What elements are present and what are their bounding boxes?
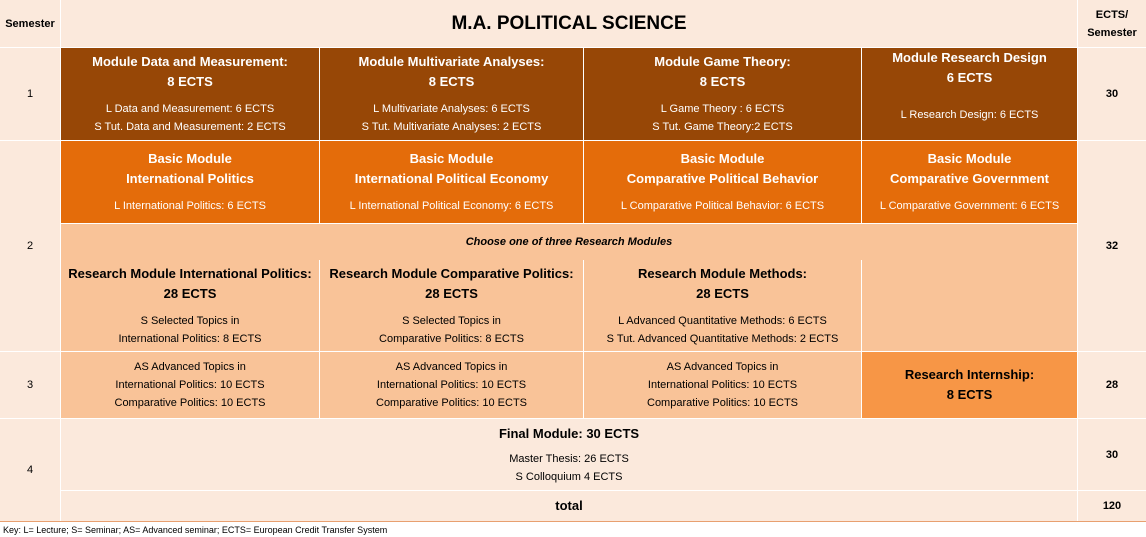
research-module-comparative-politics: Research Module Comparative Politics: 28 ECTS S Selected Topics in Comparative Politics: 8 ECTS <box>320 260 583 351</box>
basic-module-comparative-political-behavior: Basic Module Comparative Political Behavior L Comparative Political Behavior: 6 ECTS <box>584 141 861 223</box>
page-title-text: M.A. POLITICAL SCIENCE <box>451 12 687 34</box>
choose-research-module-note: Choose one of three Research Modules <box>61 224 1077 260</box>
research-module-empty <box>862 260 1077 351</box>
module-game-theory: Module Game Theory: 8 ECTS L Game Theory : 6 ECTS S Tut. Game Theory:2 ECTS <box>584 48 861 140</box>
ects-header: ECTS/ Semester <box>1078 0 1146 47</box>
research-internship: Research Internship: 8 ECTS <box>862 352 1077 418</box>
basic-module-international-politics: Basic Module International Politics L International Politics: 6 ECTS <box>61 141 319 223</box>
advanced-topics-methods: AS Advanced Topics in International Politics: 10 ECTS Comparative Politics: 10 ECTS <box>584 352 861 418</box>
module-research-design: Module Research Design 6 ECTS L Research Design: 6 ECTS <box>862 48 1077 140</box>
ects-semester-2: 32 <box>1078 141 1146 351</box>
page-title <box>61 0 1077 47</box>
advanced-topics-international-politics: AS Advanced Topics in International Politics: 10 ECTS Comparative Politics: 10 ECTS <box>61 352 319 418</box>
ects-semester-4: 30 <box>1078 419 1146 490</box>
basic-module-international-political-economy: Basic Module International Political Economy L International Political Economy: 6 ECTS <box>320 141 583 223</box>
advanced-topics-comparative-politics: AS Advanced Topics in International Politics: 10 ECTS Comparative Politics: 10 ECTS <box>320 352 583 418</box>
basic-module-comparative-government: Basic Module Comparative Government L Comparative Government: 6 ECTS <box>862 141 1077 223</box>
total-row: total <box>61 491 1077 521</box>
semester-header <box>0 0 60 47</box>
semester-3-label: 3 <box>0 352 60 418</box>
semester-4-label: 4 <box>0 419 60 521</box>
semester-1-label: 1 <box>0 48 60 140</box>
semester-header-label: Semester <box>5 17 55 30</box>
table-bottom-border <box>0 521 1146 522</box>
ects-total: 120 <box>1078 491 1146 521</box>
ects-semester-3: 28 <box>1078 352 1146 418</box>
ects-semester-1: 30 <box>1078 48 1146 140</box>
semester-2-label: 2 <box>0 141 60 351</box>
final-module: Final Module: 30 ECTS Master Thesis: 26 ECTS S Colloquium 4 ECTS <box>61 419 1077 490</box>
module-data-measurement: Module Data and Measurement: 8 ECTS L Data and Measurement: 6 ECTS S Tut. Data and Measurement: 2 ECTS <box>61 48 319 140</box>
research-module-methods: Research Module Methods: 28 ECTS L Advanced Quantitative Methods: 6 ECTS S Tut. Advanced Quantitative Methods: 2 ECTS <box>584 260 861 351</box>
legend-key: Key: L= Lecture; S= Seminar; AS= Advanced seminar; ECTS= European Credit Transfer System <box>3 525 388 535</box>
research-module-international-politics: Research Module International Politics: 28 ECTS S Selected Topics in International Politics: 8 ECTS <box>61 260 319 351</box>
module-multivariate-analyses: Module Multivariate Analyses: 8 ECTS L Multivariate Analyses: 6 ECTS S Tut. Multivariate Analyses: 2 ECTS <box>320 48 583 140</box>
